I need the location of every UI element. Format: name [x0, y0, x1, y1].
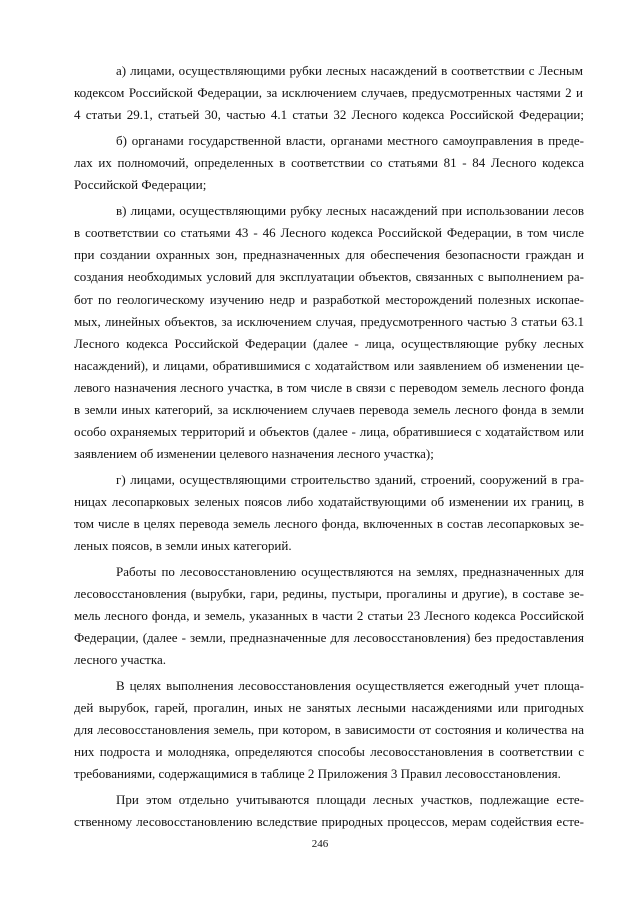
- text-line: [74, 247, 584, 263]
- text-line-content: Лесного кодекса Российской Федерации (далее - лица, осуществляющие рубку лесных: [74, 336, 584, 351]
- text-line: [74, 766, 561, 782]
- text-line: [116, 792, 584, 808]
- text-line-content: заявлением об изменении целевого назначения лесного участка);: [74, 446, 434, 461]
- text-line-content: мель лесного фонда, и земель, указанных в части 2 статьи 23 Лесного кодекса Российской: [74, 608, 584, 623]
- text-line: [74, 446, 434, 462]
- text-line-content: Работы по лесовосстановлению осуществляются на землях, предназначенных для: [116, 564, 584, 579]
- text-line: [74, 586, 584, 602]
- text-line-content: При этом отдельно учитываются площади лесных участков, подлежащие есте-: [116, 792, 584, 807]
- text-line-content: лесовосстановления (вырубки, гари, редины, пустыри, прогалины и другие), в составе зе-: [74, 586, 584, 601]
- text-line: [74, 538, 292, 554]
- text-line: [74, 516, 584, 532]
- text-line-content: 4 статьи 29.1, статьей 30, частью 4.1 статьи 32 Лесного кодекса Российской Федерации;: [74, 107, 584, 122]
- text-line-content: В целях выполнения лесовосстановления осуществляется ежегодный учет площа-: [116, 678, 584, 693]
- text-line: [116, 472, 584, 488]
- text-line-content: требованиями, содержащимися в таблице 2 Приложения 3 Правил лесовосстановления.: [74, 766, 561, 781]
- text-line-content: том числе в целях перевода земель лесного фонда, включенных в состав лесопарковых зе-: [74, 516, 584, 531]
- text-line: [74, 814, 584, 830]
- text-line: [116, 63, 583, 79]
- text-line-content: а) лицами, осуществляющими рубки лесных насаждений в соответствии с Лесным: [116, 63, 583, 78]
- text-line: [74, 380, 584, 396]
- text-line-content: создания необходимых условий для эксплуатации объектов, связанных с выполнением ра-: [74, 269, 584, 284]
- page-number: 246: [311, 838, 329, 850]
- text-line: [74, 744, 584, 760]
- text-line-content: мых, линейных объектов, за исключением случая, предусмотренного частью 3 статьи 63.1: [74, 314, 584, 329]
- text-line-content: ственному лесовосстановлению вследствие природных процессов, мерам содействия есте-: [74, 814, 584, 829]
- text-line: [74, 630, 584, 646]
- text-line-content: лесного участка.: [74, 652, 166, 667]
- text-line-content: при создании охранных зон, предназначенных для обеспечения безопасности граждан и: [74, 247, 584, 262]
- text-line: [74, 608, 584, 624]
- text-line: [74, 358, 584, 374]
- text-line-content: особо охраняемых территорий и объектов (далее - лица, обратившиеся с ходатайством или: [74, 424, 584, 439]
- text-line-content: в соответствии со статьями 43 - 46 Лесного кодекса Российской Федерации, в том числе: [74, 225, 584, 240]
- text-line: [74, 494, 584, 510]
- text-line-content: кодексом Российской Федерации, за исключением случаев, предусмотренных частями 2 и: [74, 85, 583, 100]
- text-line-content: Российской Федерации;: [74, 177, 207, 192]
- text-line: [74, 336, 584, 352]
- text-line: [74, 314, 584, 330]
- text-line: [74, 107, 584, 123]
- text-line-content: б) органами государственной власти, органами местного самоуправления в преде-: [116, 133, 584, 148]
- text-line-content: лах их полномочий, определенных в соответствии со статьями 81 - 84 Лесного кодекса: [74, 155, 584, 170]
- text-line: [74, 700, 584, 716]
- text-line: [74, 269, 584, 285]
- text-line: [74, 292, 584, 308]
- text-line: [116, 678, 584, 694]
- text-line-content: ницах лесопарковых зеленых поясов либо ходатайствующими об изменении их границ, в: [74, 494, 584, 509]
- text-line-content: Федерации, (далее - земли, предназначенные для лесовосстановления) без предоставления: [74, 630, 584, 645]
- text-line-content: леных поясов, в земли иных категорий.: [74, 538, 292, 553]
- text-line: [74, 225, 584, 241]
- text-line: [74, 652, 166, 668]
- text-line-content: бот по геологическому изучению недр и разработкой месторождений полезных ископае-: [74, 292, 584, 307]
- text-line: [74, 722, 584, 738]
- text-line: [116, 564, 584, 580]
- text-line: [74, 155, 584, 171]
- text-line: [74, 402, 584, 418]
- text-line-content: насаждений), и лицами, обратившимися с ходатайством или заявлением об изменении це-: [74, 358, 584, 373]
- text-line: [116, 203, 584, 219]
- text-line-content: в земли иных категорий, за исключением случаев перевода земель лесного фонда в земли: [74, 402, 584, 417]
- text-line: [74, 85, 583, 101]
- text-line: [74, 177, 206, 193]
- text-line-content: левого назначения лесного участка, в том числе в связи с переводом земель лесного фонда: [74, 380, 584, 395]
- text-line: [74, 424, 584, 440]
- text-line-content: в) лицами, осуществляющими рубку лесных насаждений при использовании лесов: [116, 203, 584, 218]
- text-line: [116, 133, 584, 149]
- text-line-content: для лесовосстановления земель, при котором, в зависимости от состояния и количества на: [74, 722, 584, 737]
- text-line-content: г) лицами, осуществляющими строительство зданий, строений, сооружений в гра-: [116, 472, 584, 487]
- text-line-content: дей вырубок, гарей, прогалин, иных не занятых лесными насаждениями или пригодных: [74, 700, 584, 715]
- text-line-content: них подроста и молодняка, определяются способы лесовосстановления в соответствии с: [74, 744, 584, 759]
